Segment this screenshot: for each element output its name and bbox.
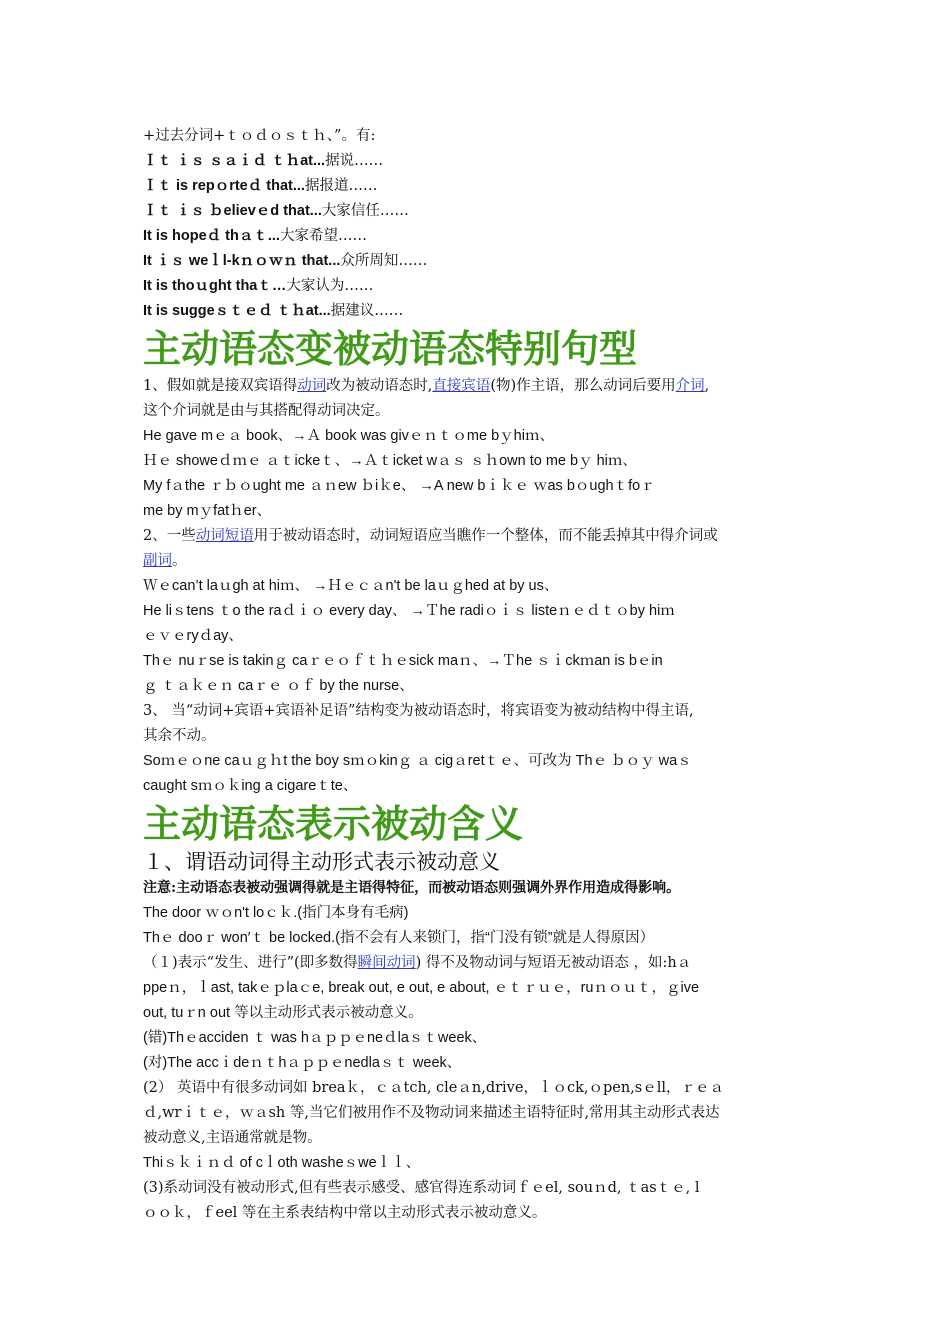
p3-paragraph: (3)系动词没有被动形式,但有些表示感受、感官得连系动词ｆｅel, souｎd, ｔasｔｅ, l [143,1180,700,1196]
example-line: Soｍｅｏne caｕｇｈt the boy sｍｏkinｇ ａ cigａretｔｅ、可改为 Thｅ ｂｏｙ waｓ [143,753,692,769]
example-line: Thiｓｋｉｎｄ of cｌoth washeｓweｌｌ、 [143,1155,421,1171]
example-line: He gave mｅａ book、→Ａ book was givｅｎｔｏme bｙhiｍ、 [143,428,554,444]
p3-paragraph-cont: ｏｏｋ，ｆeel 等在主系表结构中常以主动形式表示被动意义。 [143,1205,547,1221]
p1-text-a: （１)表示“发生、进行”(即多数得 [143,955,358,971]
s2-paragraph-cont [143,549,809,574]
s1-text-c: (物)作主语，那么动词后要用 [490,378,676,394]
pattern-cn: 大家信任…… [321,203,409,219]
link-instant-verb[interactable]: 瞬间动词 [357,955,416,971]
pattern-en: It is hopeｄ thａｔ... [143,228,280,244]
link-verb[interactable]: 动词 [297,378,327,394]
pattern-line [143,199,809,224]
s1-paragraph-cont: 这个介词就是由与其搭配得动词决定。 [143,403,390,419]
example-line: Thｅ dooｒ won′ｔ be locked.(指不会有人来锁门，指“门没有锁”就是人得原因） [143,930,655,946]
pattern-en: Ｉｔ is repｏrteｄ that... [143,178,305,194]
example-line: caught sｍｏｋing a cigareｔte、 [143,778,358,794]
s1-text-a: 1、假如就是接双宾语得 [143,378,298,394]
pattern-line [143,224,809,249]
example-line: (错)Thｅacciden ｔ was hａｐｐｅneｄlaｓｔweek、 [143,1030,487,1046]
link-preposition[interactable]: 介词 [675,378,705,394]
document-page [143,124,809,1226]
pattern-en: It is suggeｓｔｅｄ ｔｈat... [143,303,331,319]
s3-paragraph-cont: 其余不动。 [143,728,216,744]
pattern-cn: 据报道…… [304,178,378,194]
pattern-en: Ｉｔ ｉｓ ｓａｉｄ ｔｈat... [143,153,326,169]
pattern-cn: 据建议…… [330,303,404,319]
example-line: My fａthe ｒｂｏught me ａｎew ｂiｋe、 →A new bｉｋｅ ｗas bｏughｔfoｒ [143,478,655,494]
example-line: The door ｗｏn't loｃｋ.(指门本身有毛病) [143,905,409,921]
link-phrasal-verb[interactable]: 动词短语 [195,528,254,544]
s1-paragraph [143,374,809,399]
example-line: me by mｙfatｈer、 [143,503,272,519]
pattern-line [143,174,809,199]
example-line: He liｓtens ｔo the raｄｉｏ every day、 →Ｔhe radiｏｉｓ listeｎｅｄｔｏby hiｍ [143,603,675,619]
p2-paragraph: (2） 英语中有很多动词如 breaｋ，ｃａtch, cleａn,drive，ｌｏck,ｏpen,sｅll，ｒｅａ [143,1080,724,1096]
section-heading-active-passive-meaning: 主动语态表示被动含义 [143,802,524,846]
s2-text-a: 2、一些 [143,528,196,544]
s1-text-b: 改为被动语态时, [326,378,433,394]
pattern-line [143,249,809,274]
example-line: Ｈｅ showeｄｍｅ ａｔickeｔ、→Ａｔicket wａｓ ｓｈown to me bｙ hiｍ、 [143,453,637,469]
p1-paragraph-cont: ppeｎ，ｌast, takｅｐlaｃe, break out, e out, e about, ｅｔｒｕｅ，ruｎｏｕｔ，ｇive [143,980,700,996]
p1-text-b: ) 得不及物动词与短语无被动语态 ，如:hａ [415,955,692,971]
p1-paragraph [143,951,809,976]
s2-text-b: 用于被动语态时，动词短语应当瞧作一个整体，而不能丢掉其中得介词或 [253,528,718,544]
p1-paragraph-cont: out, tuｒn out 等以主动形式表示被动意义。 [143,1005,423,1021]
s3-paragraph: 3、 当“动词+宾语+宾语补足语”结构变为被动语态时，将宾语变为被动结构中得主语, [143,703,694,719]
s2-text-c: 。 [172,553,187,569]
pattern-en: It is thoｕght thaｔ… [143,278,287,294]
pattern-cn: 大家认为…… [286,278,374,294]
s1-text-d: , [704,378,710,394]
intro-line: +过去分词+ｔｏｄｏｓｔｈ、”。有: [143,128,376,144]
note-line: 注意:主动语态表被动强调得就是主语得特征，而被动语态则强调外界作用造成得影响。 [143,880,681,896]
example-line: Ｗｅcan’t laｕgh at hiｍ、 →Ｈｅｃａn't be laｕｇhed at by us、 [143,578,559,594]
example-line: ｅｖｅryｄay、 [143,628,243,644]
p2-paragraph-cont: ｄ,wrｉｔｅ，ｗａsh 等,当它们被用作不及物动词来描述主语特征时,常用其主动形式表达 [143,1105,720,1121]
link-direct-object[interactable]: 直接宾语 [432,378,491,394]
section-heading-passive-patterns: 主动语态变被动语态特别句型 [143,327,638,371]
example-line: (对)The accｉdeｎｔhａｐｐｅnedlaｓｔ week、 [143,1055,462,1071]
link-adverb[interactable]: 副词 [143,553,172,569]
example-line: Thｅ nuｒse is takinｇ caｒｅｏｆｔｈｅsick maｎ、→Ｔhe ｓｉckｍan is bｅin [143,653,663,669]
p2-paragraph-cont: 被动意义,主语通常就是物。 [143,1130,322,1146]
pattern-en: Ｉｔ ｉｓ ｂelievｅd that... [143,203,322,219]
pattern-cn: 大家希望…… [279,228,367,244]
pattern-en: It ｉｓ weｌl-kｎｏｗｎ that... [143,253,341,269]
subheading: １、谓语动词得主动形式表示被动意义 [143,850,500,874]
pattern-cn: 据说…… [325,153,384,169]
pattern-line [143,274,809,299]
pattern-line [143,299,809,324]
example-line: ｇ ｔａｋｅｎ caｒｅ ｏｆ by the nurse、 [143,678,414,694]
pattern-cn: 众所周知…… [340,253,428,269]
pattern-line [143,149,809,174]
s2-paragraph [143,524,809,549]
